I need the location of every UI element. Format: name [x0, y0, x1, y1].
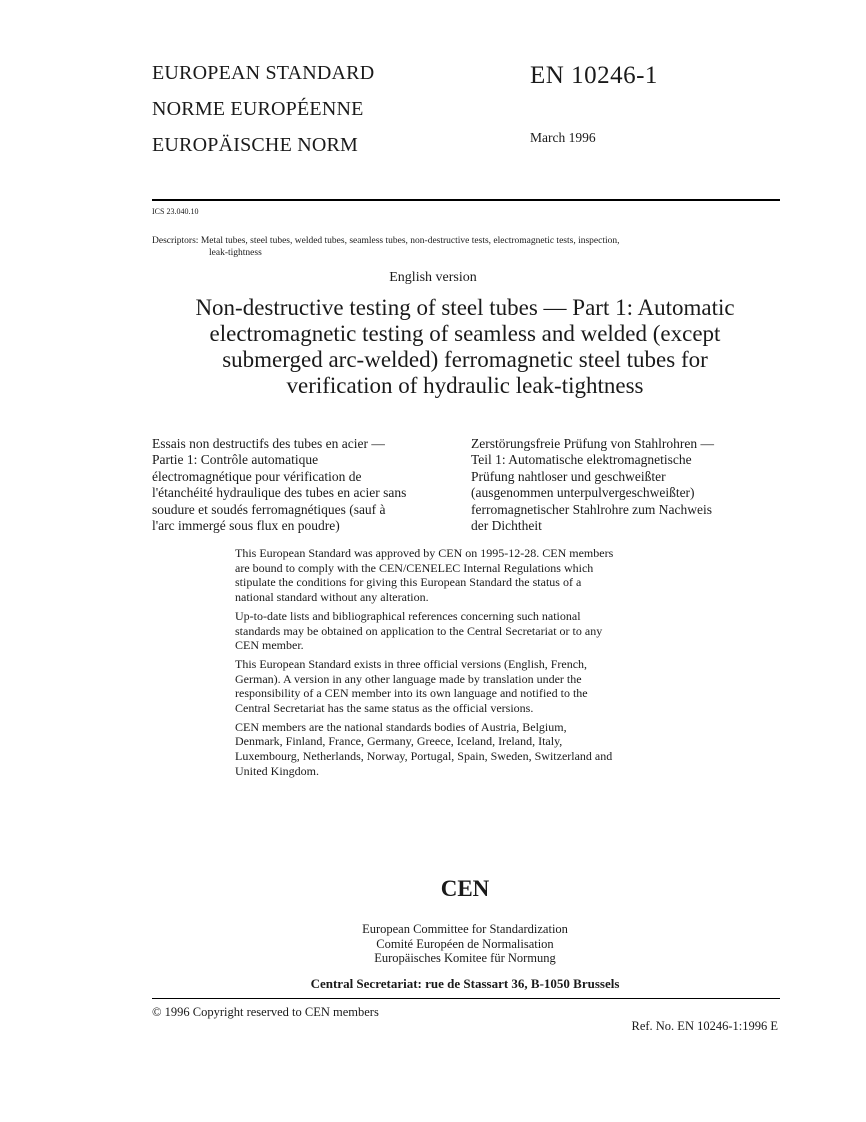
title-line: submerged arc-welded) ferromagnetic steel tubes for [222, 347, 708, 372]
central-secretariat: Central Secretariat: rue de Stassart 36, B-1050 Brussels [310, 976, 620, 991]
german-title-line: Zerstörungsfreie Prüfung von Stahlrohren — [471, 436, 714, 451]
header-title-fr: NORME EUROPÉENNE [152, 98, 364, 120]
german-title-line: (ausgenommen unterpulvergeschweißter) [471, 485, 695, 501]
notice-line: This European Standard exists in three official versions (English, French, [235, 656, 588, 671]
standard-number: EN 10246-1 [530, 62, 658, 89]
publication-date: March 1996 [530, 130, 596, 145]
committee-line: Europäisches Komitee für Normung [374, 951, 556, 966]
ics-code: ICS 23.040.10 [152, 207, 199, 216]
copyright: © 1996 Copyright reserved to CEN members [152, 1005, 379, 1019]
header-title-de: EUROPÄISCHE NORM [152, 134, 359, 156]
notice-line: responsibility of a CEN member into its own language and notified to the [235, 686, 588, 701]
french-title-line: électromagnétique pour vérification de [152, 468, 362, 484]
notice-line: Denmark, Finland, France, Germany, Greece, Iceland, Ireland, Italy, [235, 734, 563, 749]
german-title-line: der Dichtheit [471, 518, 542, 534]
descriptors-line-2: leak-tightness [209, 248, 262, 258]
notice-line: This European Standard was approved by CEN on 1995-12-28. CEN members [235, 546, 614, 560]
german-title-line: ferromagnetischer Stahlrohre zum Nachweis [471, 501, 713, 517]
notice-line: CEN member. [235, 638, 304, 653]
notice-line: CEN members are the national standards bodies of Austria, Belgium, [235, 719, 567, 734]
notice-line: German). A version in any other language made by translation under the [235, 671, 582, 686]
footer-divider [152, 998, 780, 999]
notice-line: Central Secretariat has the same status as the official versions. [235, 701, 534, 716]
notice-line: stipulate the conditions for giving this European Standard the status of a [235, 575, 582, 590]
french-title-line: Essais non destructifs des tubes en acier — [152, 436, 385, 451]
committee-line: Comité Européen de Normalisation [376, 936, 554, 951]
notice-line: are bound to comply with the CEN/CENELEC Internal Regulations which [235, 560, 594, 575]
approval-notice [235, 546, 700, 783]
notice-paragraph [235, 657, 700, 716]
descriptors-line-1: Metal tubes, steel tubes, welded tubes, seamless tubes, non-destructive tests, electromagnetic tests, inspection, [200, 236, 620, 246]
committee-names [0, 922, 866, 966]
notice-line: national standard without any alteration. [235, 590, 429, 605]
document-title [140, 295, 790, 399]
notice-line: Luxembourg, Netherlands, Norway, Portugal, Spain, Sweden, Switzerland and [235, 749, 613, 764]
german-title [471, 436, 781, 534]
notice-paragraph [235, 546, 700, 605]
french-title [152, 436, 462, 534]
committee-line: European Committee for Standardization [362, 922, 568, 936]
title-line: verification of hydraulic leak-tightness [286, 373, 644, 398]
header-title-en: EUROPEAN STANDARD [152, 62, 375, 84]
french-title-line: Partie 1: Contrôle automatique [152, 452, 319, 468]
notice-paragraph [235, 609, 700, 653]
language-version: English version [389, 270, 477, 285]
french-title-line: l'étanchéité hydraulique des tubes en acier sans [152, 485, 407, 501]
reference-number: Ref. No. EN 10246-1:1996 E [631, 1019, 778, 1033]
descriptors-label: Descriptors: [152, 236, 199, 246]
title-line: Non-destructive testing of steel tubes — Part 1: Automatic [195, 295, 735, 320]
cen-logo-text: CEN [440, 876, 490, 901]
descriptors [152, 235, 620, 247]
notice-line: United Kingdom. [235, 763, 319, 778]
french-title-line: soudure et soudés ferromagnétiques (sauf à [152, 501, 386, 517]
notice-line: standards may be obtained on application to the Central Secretariat or to any [235, 623, 603, 638]
notice-paragraph [235, 720, 700, 779]
notice-line: Up-to-date lists and bibliographical references concerning such national [235, 608, 581, 623]
german-title-line: Teil 1: Automatische elektromagnetische [471, 452, 692, 468]
french-title-line: l'arc immergé sous flux en poudre) [152, 518, 340, 534]
header-divider [152, 199, 780, 201]
german-title-line: Prüfung nahtloser und geschweißter [471, 468, 666, 484]
title-line: electromagnetic testing of seamless and welded (except [209, 321, 721, 346]
